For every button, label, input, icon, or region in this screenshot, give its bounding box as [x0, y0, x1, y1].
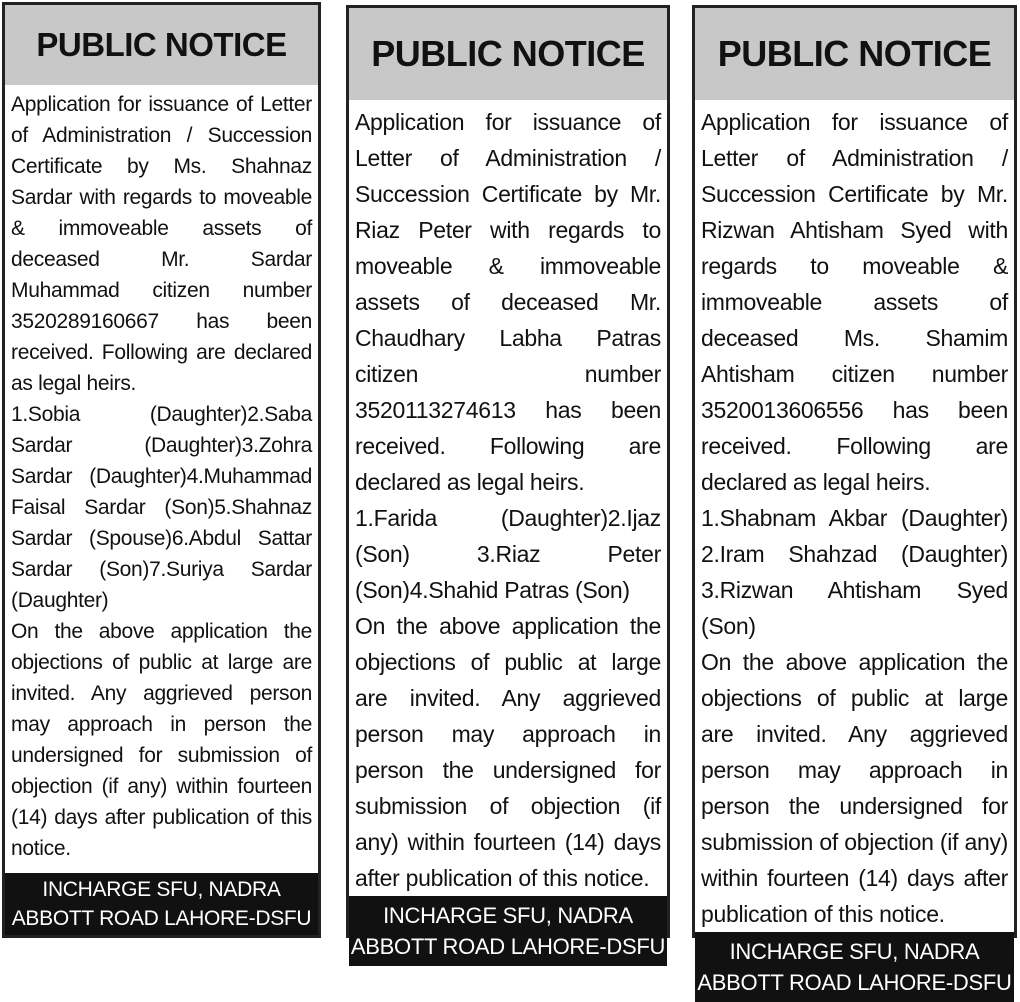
objection-text: On the above application the objections of public at large are invited. Any aggrieved person may approach in person the undersigned for submission of objection (if any) within fourteen (14) days after publication of this notice.: [701, 649, 1008, 927]
notice-title: PUBLIC NOTICE: [349, 8, 667, 100]
notice-body: [349, 100, 667, 896]
application-text: Application for issuance of Letter of Administration / Succession Certificate by Mr. Rizwan Ahtisham Syed with regards to moveable & immoveable assets of deceased Ms. Shamim Ahtisham citizen number 3520013606556 has been received. Following are declared as legal heirs.: [701, 109, 1008, 495]
objection-text: On the above application the objections of public at large are invited. Any aggrieved person may approach in person the undersigned for submission of objection (if any) within fourteen (14) days after publication of this notice.: [355, 613, 661, 891]
notice-body: [695, 100, 1014, 932]
legal-heirs-list: 1.Shabnam Akbar (Daughter) 2.Iram Shahzad (Daughter) 3.Rizwan Ahtisham Syed (Son): [701, 505, 1008, 639]
notice-title: PUBLIC NOTICE: [5, 5, 318, 85]
objection-text: On the above application the objections of public at large are invited. Any aggrieved person may approach in person the undersigned for submission of objection (if any) within fourteen (14) days after publication of this notice.: [11, 620, 312, 860]
footer-line-2: ABBOTT ROAD LAHORE-DSFU: [697, 970, 1012, 995]
legal-heirs-list: 1.Sobia (Daughter)2.Saba Sardar (Daughter)3.Zohra Sardar (Daughter)4.Muhammad Faisal Sardar (Son)5.Shahnaz Sardar (Spouse)6.Abdul Sattar Sardar (Son)7.Suriya Sardar (Daughter): [11, 403, 312, 612]
notice-footer: [695, 932, 1014, 1002]
footer-line-1: INCHARGE SFU, NADRA: [729, 939, 980, 964]
footer-line-1: INCHARGE SFU, NADRA: [42, 878, 281, 901]
public-notice-3: [692, 5, 1017, 995]
public-notice-1: [2, 2, 321, 938]
footer-line-1: INCHARGE SFU, NADRA: [383, 903, 633, 928]
legal-heirs-list: 1.Farida (Daughter)2.Ijaz (Son) 3.Riaz Peter (Son)4.Shahid Patras (Son): [355, 505, 661, 603]
footer-line-2: ABBOTT ROAD LAHORE-DSFU: [350, 934, 666, 959]
footer-line-2: ABBOTT ROAD LAHORE-DSFU: [11, 907, 312, 930]
application-text: Application for issuance of Letter of Administration / Succession Certificate by Ms. Shahnaz Sardar with regards to moveable & immoveable assets of deceased Mr. Sardar Muhammad citizen number 3520289160667 has been received. Following are declared as legal heirs.: [11, 93, 312, 395]
application-text: Application for issuance of Letter of Administration / Succession Certificate by Mr. Riaz Peter with regards to moveable & immoveable assets of deceased Mr. Chaudhary Labha Patras citizen number 3520113274613 has been received. Following are declared as legal heirs.: [355, 109, 661, 495]
public-notice-2: [346, 5, 670, 959]
notice-body: [5, 85, 318, 873]
notice-footer: [5, 873, 318, 935]
notice-footer: [349, 896, 667, 966]
notice-title: PUBLIC NOTICE: [695, 8, 1014, 100]
